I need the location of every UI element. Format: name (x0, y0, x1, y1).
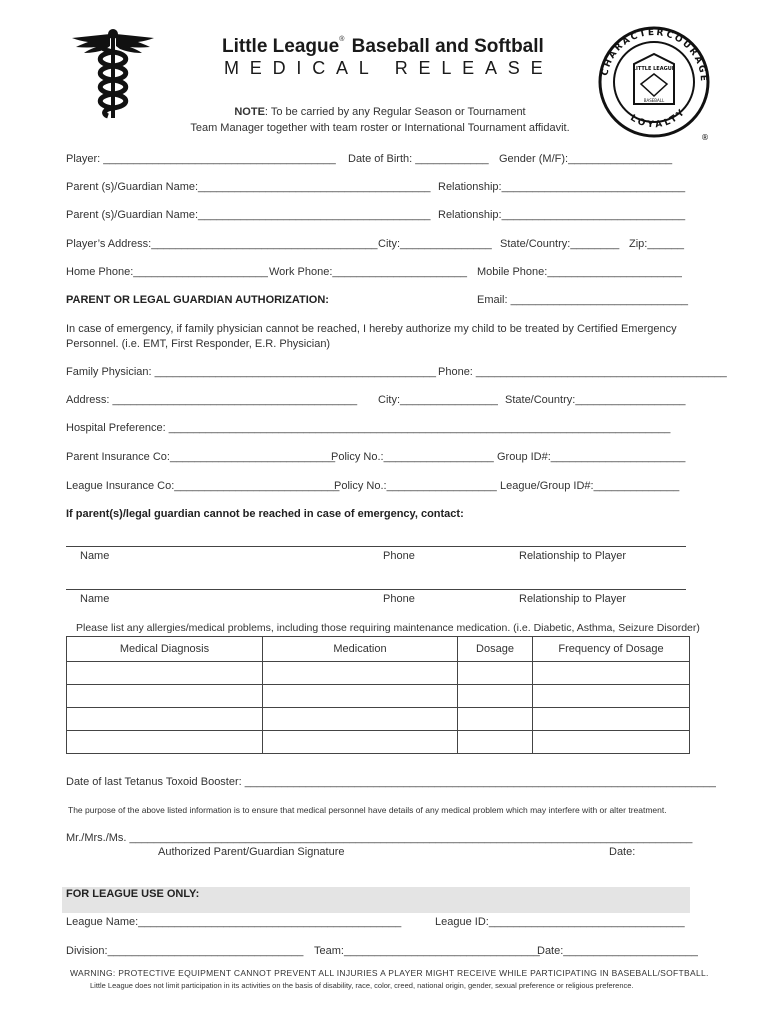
column-header: Medication (263, 637, 458, 662)
league-group-id-field[interactable]: League/Group ID#:______________ (500, 480, 680, 492)
seal-text-loyalty: LOYALTY (628, 106, 689, 131)
work-phone-field[interactable]: Work Phone:______________________ (269, 266, 467, 278)
table-cell[interactable] (458, 731, 533, 754)
mobile-phone-field[interactable]: Mobile Phone:______________________ (477, 266, 682, 278)
table-cell[interactable] (67, 685, 263, 708)
table-cell[interactable] (67, 731, 263, 754)
title-main: Little League (222, 36, 340, 57)
signature-label: Authorized Parent/Guardian Signature (158, 846, 345, 858)
emergency-contact-heading: If parent(s)/legal guardian cannot be reached in case of emergency, contact: (66, 508, 464, 520)
physician-state-field[interactable]: State/Country:__________________ (505, 394, 686, 406)
team-field[interactable]: Team:________________________________ (314, 945, 540, 957)
table-cell[interactable] (263, 662, 458, 685)
column-header: Dosage (458, 637, 533, 662)
note-line2: Team Manager together with team roster or International Tournament affidavit. (190, 122, 570, 134)
caduceus-logo (66, 28, 160, 120)
table-cell[interactable] (533, 685, 690, 708)
physician-address-field[interactable]: Address: ________________________________________ (66, 394, 358, 406)
table-cell[interactable] (263, 731, 458, 754)
table-row (67, 685, 690, 708)
table-cell[interactable] (533, 731, 690, 754)
medical-instruction: Please list any allergies/medical problems, including those requiring maintenance medication. (i.e. Diabetic, Asthma, Seizure Disorder) (76, 622, 700, 634)
player-address-field[interactable]: Player’s Address:_____________________________________ (66, 238, 378, 250)
guardian-name-field-2[interactable]: Parent (s)/Guardian Name:______________________________________ (66, 209, 431, 221)
physician-city-field[interactable]: City:________________ (378, 394, 498, 406)
authorization-heading: PARENT OR LEGAL GUARDIAN AUTHORIZATION: (66, 294, 329, 306)
email-field[interactable]: Email: _____________________________ (477, 294, 689, 306)
purpose-statement: The purpose of the above listed information is to ensure that medical personnel have details of any medical problem which may interfere with or alter treatment. (68, 805, 667, 815)
physician-phone-field[interactable]: Phone: _________________________________________ (438, 366, 727, 378)
nondiscrimination-text: Little League does not limit participation in its activities on the basis of disability, race, color, creed, national origin, gender, sexual preference or religious preference. (90, 981, 634, 990)
little-league-seal-logo (589, 24, 719, 146)
table-row (67, 731, 690, 754)
title-rest: Baseball and Softball (351, 36, 544, 57)
league-name-field[interactable]: League Name:___________________________________________ (66, 916, 402, 928)
table-cell[interactable] (67, 662, 263, 685)
contact-relationship-label-2: Relationship to Player (519, 593, 627, 605)
league-use-heading: FOR LEAGUE USE ONLY: (66, 888, 200, 900)
gender-field[interactable]: Gender (M/F):_________________ (499, 153, 673, 165)
seal-text-courage: COURAGE (664, 29, 709, 84)
column-header: Frequency of Dosage (533, 637, 690, 662)
note-label: NOTE (234, 106, 265, 118)
table-cell[interactable] (458, 685, 533, 708)
contact-relationship-label-1: Relationship to Player (519, 550, 627, 562)
seal-registered-mark: ® (701, 133, 709, 142)
league-insurance-field[interactable]: League Insurance Co:___________________________ (66, 480, 340, 492)
table-cell[interactable] (67, 708, 263, 731)
table-cell[interactable] (533, 662, 690, 685)
contact-name-label-1: Name (80, 550, 110, 562)
signature-field[interactable]: Mr./Mrs./Ms. ____________________________________________________________________________________________ (66, 832, 693, 844)
hospital-preference-field[interactable]: Hospital Preference: __________________________________________________________________________________ (66, 422, 671, 434)
table-cell[interactable] (263, 685, 458, 708)
family-physician-field[interactable]: Family Physician: ______________________________________________ (66, 366, 437, 378)
relationship-field-2[interactable]: Relationship:______________________________ (438, 209, 686, 221)
note-text (175, 104, 585, 136)
signature-date-label: Date: (609, 846, 636, 858)
guardian-name-field-1[interactable]: Parent (s)/Guardian Name:______________________________________ (66, 181, 431, 193)
home-phone-field[interactable]: Home Phone:______________________ (66, 266, 268, 278)
policy-number-field-2[interactable]: Policy No.:__________________ (334, 480, 497, 492)
medical-table (66, 636, 690, 754)
contact-phone-label-1: Phone (383, 550, 415, 562)
zip-field[interactable]: Zip:______ (629, 238, 685, 250)
city-field[interactable]: City:_______________ (378, 238, 492, 250)
column-header: Medical Diagnosis (67, 637, 263, 662)
table-row (67, 708, 690, 731)
contact-phone-label-2: Phone (383, 593, 415, 605)
table-cell[interactable] (458, 708, 533, 731)
dob-field[interactable]: Date of Birth: ____________ (348, 153, 489, 165)
emergency-contact-line-2[interactable] (66, 589, 686, 590)
division-field[interactable]: Division:________________________________ (66, 945, 304, 957)
seal-inner-text-2: BASEBALL (643, 98, 665, 103)
page-subtitle: MEDICAL RELEASE (224, 58, 554, 78)
seal-inner-text: LITTLE LEAGUE (632, 66, 676, 72)
group-id-field[interactable]: Group ID#:______________________ (497, 451, 686, 463)
medical-table-header (67, 637, 690, 662)
tetanus-booster-field[interactable]: Date of last Tetanus Toxoid Booster: _____________________________________________________________________________ (66, 776, 716, 788)
player-field[interactable]: Player: ______________________________________ (66, 153, 336, 165)
table-cell[interactable] (533, 708, 690, 731)
table-row (67, 662, 690, 685)
note-line1: : To be carried by any Regular Season or Tournament (264, 106, 526, 118)
contact-name-label-2: Name (80, 593, 110, 605)
warning-text: WARNING: PROTECTIVE EQUIPMENT CANNOT PREVENT ALL INJURIES A PLAYER MIGHT RECEIVE WHILE PARTICIPATING IN BASEBALL/SOFTBALL. (70, 968, 709, 978)
page-title (222, 36, 544, 58)
state-country-field[interactable]: State/Country:________ (500, 238, 620, 250)
table-cell[interactable] (458, 662, 533, 685)
seal-text-character: CHARACTER (600, 27, 666, 77)
registered-mark: ® (339, 36, 345, 43)
table-cell[interactable] (263, 708, 458, 731)
league-date-field[interactable]: Date:______________________ (537, 945, 698, 957)
league-id-field[interactable]: League ID:________________________________ (435, 916, 685, 928)
consent-paragraph: In case of emergency, if family physician cannot be reached, I hereby authorize my child to be treated by Certified Emergency Personnel. (i.e. EMT, First Responder, E.R. Physician) (66, 323, 677, 350)
policy-number-field-1[interactable]: Policy No.:__________________ (331, 451, 494, 463)
parent-insurance-field[interactable]: Parent Insurance Co:___________________________ (66, 451, 336, 463)
emergency-contact-line-1[interactable] (66, 546, 686, 547)
relationship-field-1[interactable]: Relationship:______________________________ (438, 181, 686, 193)
